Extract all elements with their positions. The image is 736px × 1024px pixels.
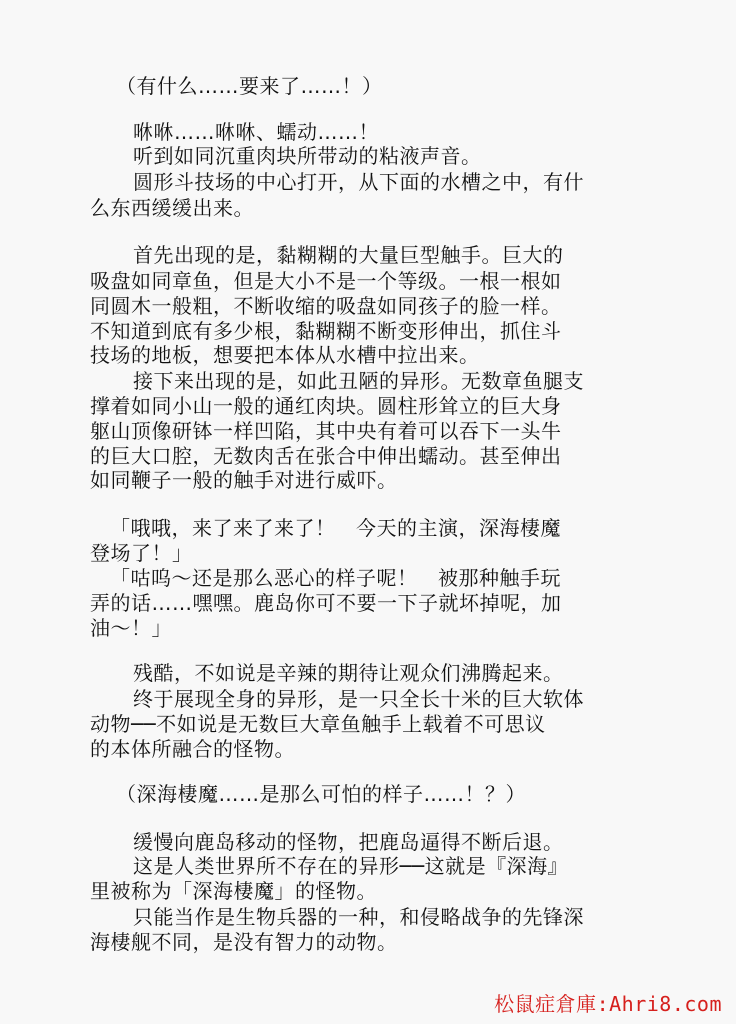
text-line: 撑着如同小山一般的通红肉块。圆柱形耸立的巨大身 <box>90 394 562 418</box>
text-line: 么东西缓缓出来。 <box>90 196 254 220</box>
text-line: 同圆木一般粗，不断收缩的吸盘如同孩子的脸一样。 <box>90 294 562 318</box>
text-line: 登场了！」 <box>90 541 193 565</box>
text-line: 海棲舰不同，是没有智力的动物。 <box>90 930 398 954</box>
text-line: 听到如同沉重肉块所带动的粘液声音。 <box>133 144 482 168</box>
text-line: （有什么……要来了……！） <box>116 74 383 98</box>
text-line: 技场的地板，想要把本体从水槽中拉出来。 <box>90 343 480 367</box>
text-line: 咻咻……咻咻、蠕动……！ <box>133 120 379 144</box>
text-line: 只能当作是生物兵器的一种，和侵略战争的先锋深 <box>133 905 584 929</box>
text-line: 这是人类世界所不存在的异形──这就是『深海』 <box>133 854 569 878</box>
text-line: 弄的话……嘿嘿。鹿岛你可不要一下子就坏掉呢，加 <box>90 591 562 615</box>
watermark: 松鼠症倉庫:Ahri8.com <box>494 992 722 1016</box>
text-line: 不知道到底有多少根，黏糊糊不断变形伸出，抓住斗 <box>90 319 562 343</box>
text-line: 首先出现的是，黏糊糊的大量巨型触手。巨大的 <box>133 243 564 267</box>
text-line: 躯山顶像研钵一样凹陷，其中央有着可以吞下一头牛 <box>90 419 562 443</box>
text-line: 的巨大口腔，无数肉舌在张合中伸出蠕动。甚至伸出 <box>90 444 562 468</box>
text-line: 圆形斗技场的中心打开，从下面的水槽之中，有什 <box>133 170 584 194</box>
text-line: 残酷，不如说是辛辣的期待让观众们沸腾起来。 <box>133 661 564 685</box>
text-line: 油～！」 <box>90 616 172 640</box>
text-line: （深海棲魔……是那么可怕的样子……！？） <box>116 782 526 806</box>
text-line: 的本体所融合的怪物。 <box>90 737 295 761</box>
text-line: 缓慢向鹿岛移动的怪物，把鹿岛逼得不断后退。 <box>133 830 564 854</box>
text-line: 终于展现全身的异形，是一只全长十米的巨大软体 <box>133 687 584 711</box>
text-line: 「哦哦，来了来了来了！ 今天的主演，深海棲魔 <box>110 516 561 540</box>
text-line: 「咕呜～还是那么恶心的样子呢！ 被那种触手玩 <box>110 566 561 590</box>
text-line: 如同鞭子一般的触手对进行威吓。 <box>90 468 398 492</box>
text-line: 动物──不如说是无数巨大章鱼触手上载着不可思议 <box>90 712 546 736</box>
text-line: 吸盘如同章鱼，但是大小不是一个等级。一根一根如 <box>90 269 562 293</box>
text-line: 里被称为「深海棲魔」的怪物。 <box>90 879 377 903</box>
text-line: 接下来出现的是，如此丑陋的异形。无数章鱼腿支 <box>133 369 584 393</box>
